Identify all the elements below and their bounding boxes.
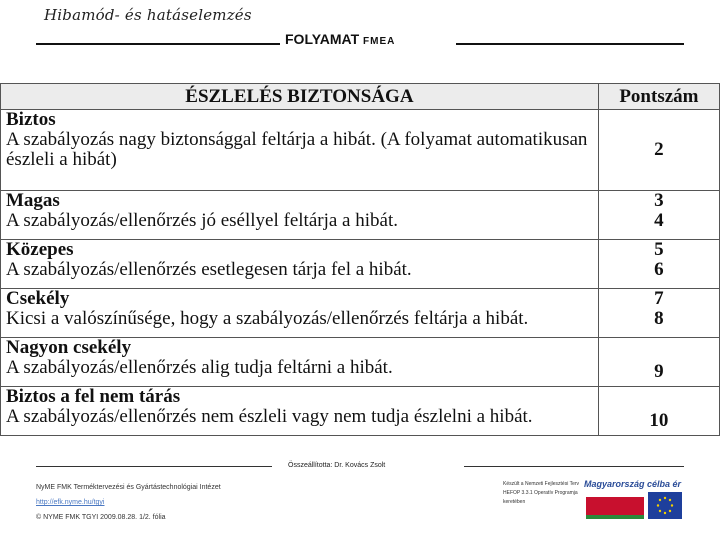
level-description: A szabályozás/ellenőrzés jó eséllyel feltárja a hibát. xyxy=(6,210,398,231)
level-description: A szabályozás nagy biztonsággal feltárja a hibát. (A folyamat automatikusan észleli a hibát) xyxy=(6,129,588,170)
author-credit: Összeállította: Dr. Kovács Zsolt xyxy=(288,462,386,469)
description-cell xyxy=(1,387,599,436)
level-label: Biztos xyxy=(6,109,56,130)
support-line: Készült a Nemzeti Fejlesztési Terv xyxy=(503,481,580,487)
table-row xyxy=(1,191,720,240)
score-cell xyxy=(598,110,719,191)
description-cell xyxy=(1,338,599,387)
column-header-score: Pontszám xyxy=(598,84,719,110)
level-description: A szabályozás/ellenőrzés esetlegesen tárja fel a hibát. xyxy=(6,259,412,280)
description-cell xyxy=(1,240,599,289)
score-value: 5 xyxy=(654,239,664,260)
table-row xyxy=(1,387,720,436)
detection-table-container xyxy=(0,83,720,431)
table-row xyxy=(1,289,720,338)
score-cell xyxy=(598,240,719,289)
description-cell xyxy=(1,191,599,240)
nft-logo-icon xyxy=(586,492,644,519)
score-value: 4 xyxy=(654,210,664,231)
table-row xyxy=(1,338,720,387)
eu-flag-icon xyxy=(648,492,682,519)
column-header-detection: ÉSZLELÉS BIZTONSÁGA xyxy=(1,84,599,110)
badge-main-label: FOLYAMAT xyxy=(285,31,360,47)
score-value: 9 xyxy=(654,361,664,382)
score-value: 7 xyxy=(654,288,664,309)
score-cell xyxy=(598,289,719,338)
level-label: Nagyon csekély xyxy=(6,337,132,358)
score-value: 10 xyxy=(649,410,669,431)
institute-link[interactable]: http://efk.nyme.hu/tgyi xyxy=(36,499,105,506)
table-header-row xyxy=(1,84,720,110)
description-cell xyxy=(1,110,599,191)
institute-name: NyME FMK Terméktervezési és Gyártástechnológiai Intézet xyxy=(36,484,221,491)
footer-info xyxy=(36,480,221,525)
score-cell xyxy=(598,387,719,436)
level-label: Közepes xyxy=(6,239,74,260)
support-note xyxy=(503,480,579,507)
copyright-text: © NYME FMK TGYI 2009.08.28. 1/2. fólia xyxy=(36,514,166,521)
score-cell xyxy=(598,338,719,387)
badge-suffix-label: FMEA xyxy=(363,36,396,47)
score-value: 6 xyxy=(654,259,664,280)
level-description: A szabályozás/ellenőrzés alig tudja feltárni a hibát. xyxy=(6,357,393,378)
level-description: A szabályozás/ellenőrzés nem észleli vagy nem tudja észlelni a hibát. xyxy=(6,406,533,427)
section-badge xyxy=(280,33,456,59)
support-line: HEFOP 3.3.1 Operatív Programja xyxy=(503,490,578,496)
level-label: Magas xyxy=(6,190,60,211)
score-value: 8 xyxy=(654,308,664,329)
score-value: 2 xyxy=(654,139,664,160)
description-cell xyxy=(1,289,599,338)
level-description: Kicsi a valószínűsége, hogy a szabályozás/ellenőrzés feltárja a hibát. xyxy=(6,308,529,329)
level-label: Csekély xyxy=(6,288,70,309)
support-line: keretében xyxy=(503,499,526,505)
level-label: Biztos a fel nem tárás xyxy=(6,386,181,407)
score-value: 3 xyxy=(654,190,664,211)
table-row xyxy=(1,110,720,191)
presentation-title: Hibamód- és hatáselemzés xyxy=(44,6,252,24)
author-box xyxy=(272,452,464,486)
score-cell xyxy=(598,191,719,240)
slogan-text: Magyarország célba ér xyxy=(584,479,682,489)
table-row xyxy=(1,240,720,289)
detection-table xyxy=(0,83,720,436)
